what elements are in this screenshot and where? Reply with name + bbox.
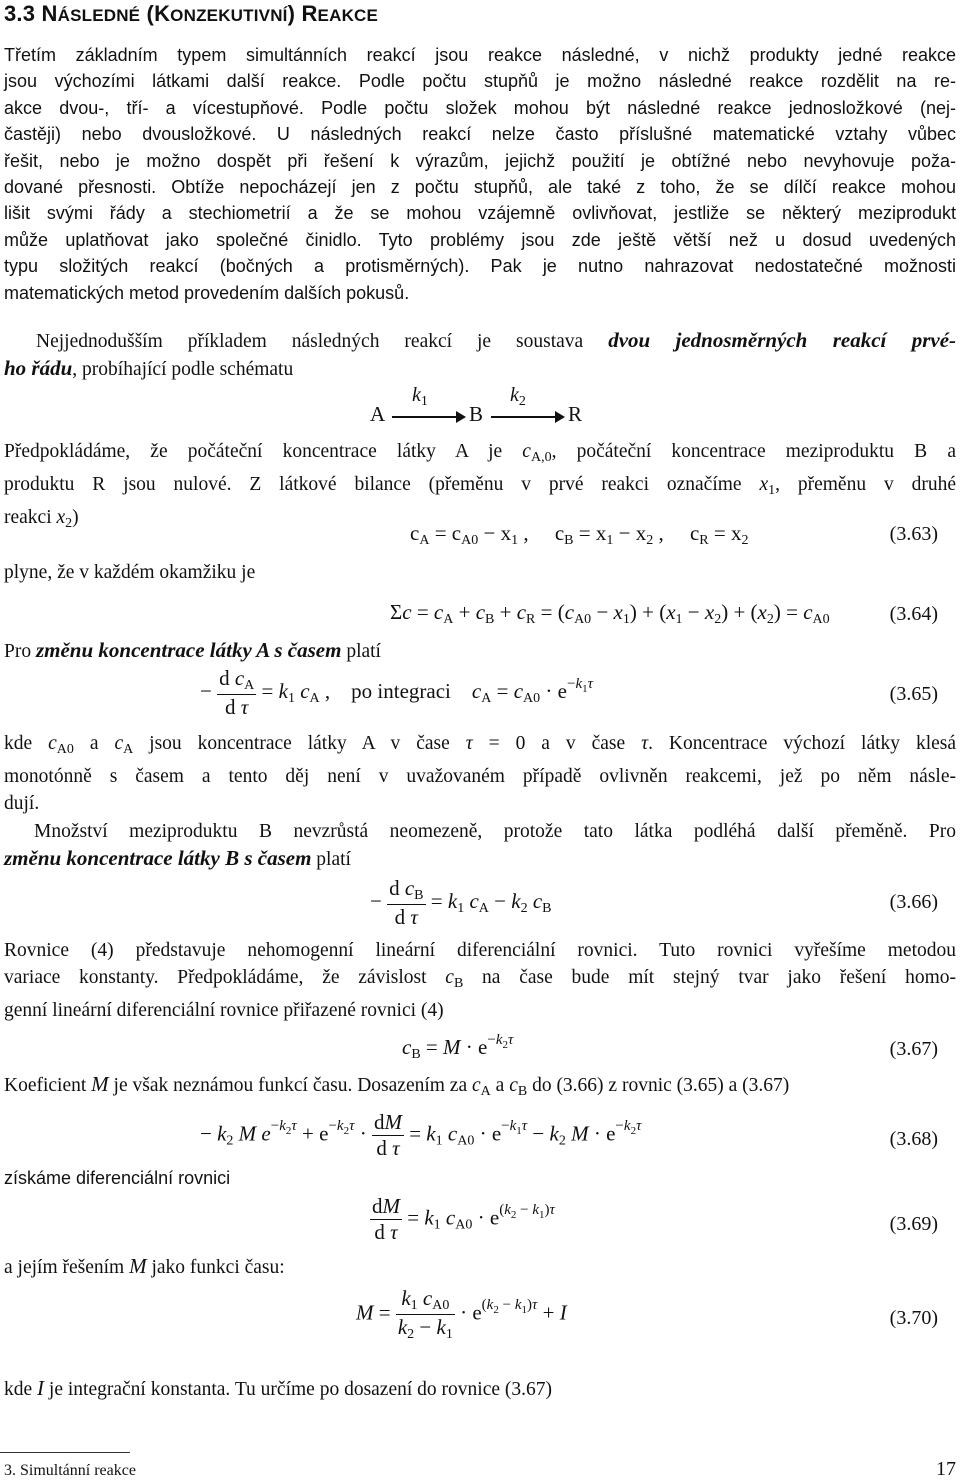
intro-line: lišit svými řády a stechiometrií a že se mohou vzájemně ovlivňovat, jestliže se některý meziprodukt	[4, 203, 956, 224]
text-plyne: plyne, že v každém okamžiku je	[4, 562, 256, 583]
footer-rule	[0, 1452, 130, 1453]
equation-number: (3.64)	[889, 603, 938, 625]
intro-paragraph	[4, 42, 956, 306]
footer-chapter: 3. Simultánní reakce	[4, 1462, 136, 1479]
equation-3-70: M = $\frac{k_1 c_{A0}}{k_2 - k_1}$ · $e^{(k_2 - k_1)\tau} + I$	[356, 1286, 567, 1342]
equation-3-69: $\frac{dM}{\text{d τ}}$ = $k_1$ $c_{A0} \cdot e^{(k_2 - k_1)\tau}$	[372, 1194, 555, 1244]
intro-line: dované přesnosti. Obtíže nepocházejí jen z počtu stupňů, ale také z toho, že se dílčí reakce mohou	[4, 177, 956, 198]
equation-number: (3.67)	[889, 1038, 938, 1060]
species-a: A	[370, 402, 386, 426]
paragraph-rovnice: Rovnice (4) představuje nehomogenní lineární diferenciální rovnici. Tuto rovnici vyřešíme metodou variace konstanty. Předpokládáme, že závislost $c_B$ na čase bude mít stejný tvar jako řešení homo- genní lineární diferenciální rovnice přiřazené rovnici (4)	[4, 940, 956, 1021]
text-koeficient: Koeficient M je však neznámou funkcí času. Dosazením za $c_A$ a $c_B$ do (3.66) z rovnic (3.65) a (3.67)	[4, 1072, 790, 1099]
paragraph-meziprodukt: Množství meziproduktu B nevzrůstá neomezeně, protože tato látka podléhá další přeměně. Pro změnu koncentrace látky B s časem platí	[4, 821, 956, 870]
equation-number: (3.68)	[889, 1128, 938, 1150]
equation-3-67: $c_B = M \cdot e^{-k_2\tau}$	[402, 1032, 514, 1062]
arrow-icon	[392, 416, 464, 418]
equation-number: (3.65)	[889, 683, 938, 705]
equation-number: (3.66)	[889, 891, 938, 913]
paragraph-cA: kde $c_{A0}$ a $c_A$ jsou koncentrace látky A v čase τ = 0 a v čase τ. Koncentrace výchozí látky klesá monotónně s časem a tento děj není v uvažovaném případě ovlivněn reakcemi, jež po něm násle- dují.	[4, 733, 957, 814]
paragraph-balance: Předpokládáme, že počáteční koncentrace látky A je $c_{A,0}$, počáteční koncentrace meziproduktu B a produktu R jsou nulové. Z látkové bilance (přeměnu v prvé reakci označíme $x_1$, přeměnu v druhé reakci $x_2$)	[4, 441, 956, 531]
equation-number: (3.63)	[889, 523, 938, 545]
intro-line: častěji) nebo dvousložkové. U následných reakcí nelze často příslušné matematické vztahy vůbec	[4, 124, 956, 145]
intro-line: jsou výchozími látkami další reakce. Podle počtu stupňů je možno následné reakce rozdělit na re-	[4, 71, 956, 92]
intro-line: řešit, nebo je možno dospět při řešení k výrazům, jejichž použití je obtížné nebo nevyhovuje poža-	[4, 150, 956, 171]
equation-3-64: $\Sigma c = c_A + c_B + c_R = (c_{A0} - x_1) + (x_1 - x_2) + (x_2) = c_{A0}$	[390, 600, 830, 627]
text-zmena-a: Pro změnu koncentrace látky A s časem platí	[4, 638, 381, 662]
intro-line: může uplatňovat jako společné činidlo. Tyto problémy jsou zde ještě větší než u dosud uvedených	[4, 229, 956, 250]
equation-number: (3.70)	[889, 1307, 938, 1329]
equation-3-63: $c_A = c_{A0} - x_1$ , $c_B = x_1 - x_2$ , $c_R = x_2$	[410, 521, 749, 548]
intro-line: typu složitých reakcí (bočných a protisměrných). Pak je nutno nahrazovat nedostatečné možnosti	[4, 256, 956, 277]
section-heading: 3.3 NÁSLEDNÉ (KONZEKUTIVNÍ) REAKCE	[4, 1, 379, 26]
equation-3-65: − $\frac{d c_A}{\text{d τ}}$ = $k_1$ $c_A$ , po integraci $c_A = c_{A0} \cdot e^{-k_1\tau}$	[200, 666, 593, 719]
rate-k2: $k_2$	[510, 384, 526, 409]
intro-line: akce dvou-, tří- a vícestupňové. Podle počtu složek mohou být následné reakce jednosložkové (nej-	[4, 97, 956, 118]
equation-number: (3.69)	[889, 1213, 938, 1235]
text-resenim: a jejím řešením M jako funkci času:	[4, 1254, 285, 1278]
species-b: B	[469, 402, 484, 426]
text-ziskame: získáme diferenciální rovnici	[4, 1168, 231, 1188]
arrow-icon	[491, 416, 563, 418]
intro-line: Třetím základním typem simultánních reakcí jsou reakce následné, v nichž produkty jedné reakce	[4, 45, 956, 65]
equation-3-66: − $\frac{d c_B}{\text{d τ}}$ = $k_1$ $c_A - k_2$ $c_B$	[370, 876, 552, 929]
species-r: R	[568, 402, 583, 426]
intro-line: matematických metod provedením dalších pokusů.	[4, 282, 410, 303]
paragraph-scheme-intro: Nejjednodušším příkladem následných reakcí je soustava dvou jednosměrných reakcí prvé- ho řádu, probíhající podle schématu	[4, 328, 957, 380]
text-integracni-konstanta: kde I je integrační konstanta. Tu určíme po dosazení do rovnice (3.67)	[4, 1376, 552, 1400]
equation-3-68: − $k_2$ M $e^{-k_2\tau} + e^{-k_2\tau}$ · $\frac{dM}{\text{d τ}}$ = $k_1$ $c_{A0} \cdot e^{-k_1\tau} - k_2$ $M \cdot e^{-k_2\tau}$	[200, 1110, 642, 1160]
page-number: 17	[936, 1458, 956, 1480]
rate-k1: $k_1$	[412, 384, 428, 409]
